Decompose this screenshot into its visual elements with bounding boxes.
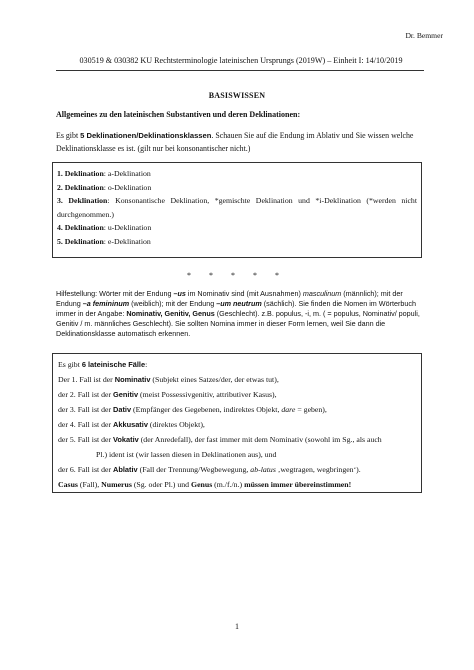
case-item-continuation: Pl.) ident ist (wir lassen diesen in Deklinationen aus), und	[96, 450, 277, 459]
header-rule	[56, 70, 424, 71]
intro-paragraph: Es gibt 5 Deklinationen/Deklinationsklassen. Schauen Sie auf die Endung im Ablativ und Sie wissen welche Deklinationsklasse es ist. (gilt nur bei konsonantischer nicht.)	[56, 131, 414, 153]
declension-item: 1. Deklination: a-Deklination	[57, 169, 151, 178]
case-item: Der 1. Fall ist der Nominativ (Subjekt eines Satzes/der, der etwas tut),	[58, 375, 279, 384]
page-title: BASISWISSEN	[208, 91, 266, 100]
hint-paragraph: Hilfestellung: Wörter mit der Endung –us im Nominativ sind (mit Ausnahmen) masculinum (männlich); mit der Endung –a femininum (weiblich); mit der Endung –um neutrum (sächlich). Sie finden die Nomen im Wörterbuch immer in der Angabe: Nominativ, Genitiv, Genus (Geschlecht). z.B. populus, -i, m. ( = populus, Nominativ/ populi, Genitiv / m. männliches Geschlecht). Sie sollten Nomina immer in dieser Form lernen, weil Sie dann die Deklinationsklasse automatisch erkennen.	[56, 289, 420, 338]
separator-stars: * * * * *	[187, 271, 287, 280]
declension-item: 5. Deklination: e-Deklination	[57, 236, 151, 246]
course-header: 030519 & 030382 KU Rechtsterminologie lateinischen Ursprungs (2019W) – Einheit I: 14/10/2019	[79, 56, 403, 65]
cases-box	[52, 353, 422, 493]
declension-item: 4. Deklination: u-Deklination	[57, 223, 152, 233]
case-item: der 5. Fall ist der Vokativ (der Anredefall), der fast immer mit dem Nominativ (sowohl im Sg., als auch	[58, 435, 382, 444]
author-name: Dr. Bemmer	[405, 31, 443, 40]
declension-box	[52, 162, 422, 258]
case-item: der 2. Fall ist der Genitiv (meist Possessivgenitiv, attributiver Kasus),	[58, 390, 277, 399]
case-item: der 6. Fall ist der Ablativ (Fall der Trennung/Wegbewegung, ab-latus ‚wegtragen, wegbringen‘).	[58, 465, 361, 474]
agreement-rule: Casus (Fall), Numerus (Sg. oder Pl.) und Genus (m./f./n.) müssen immer übereinstimmen!	[58, 480, 352, 489]
section-heading: Allgemeines zu den lateinischen Substantiven und deren Deklinationen:	[56, 110, 301, 119]
declension-item: 2. Deklination: o-Deklination	[57, 182, 152, 192]
page-number: 1	[235, 622, 239, 631]
case-item: der 4. Fall ist der Akkusativ (direktes Objekt),	[58, 420, 205, 429]
case-item: der 3. Fall ist der Dativ (Empfänger des Gegebenen, indirektes Objekt, dare = geben),	[58, 405, 327, 414]
declension-item: 3. Deklination: Konsonantische Deklination, *gemischte Deklination und *i-Deklination (*werden nicht durchgenommen.)	[57, 196, 417, 219]
cases-intro: Es gibt 6 lateinische Fälle:	[58, 360, 148, 369]
